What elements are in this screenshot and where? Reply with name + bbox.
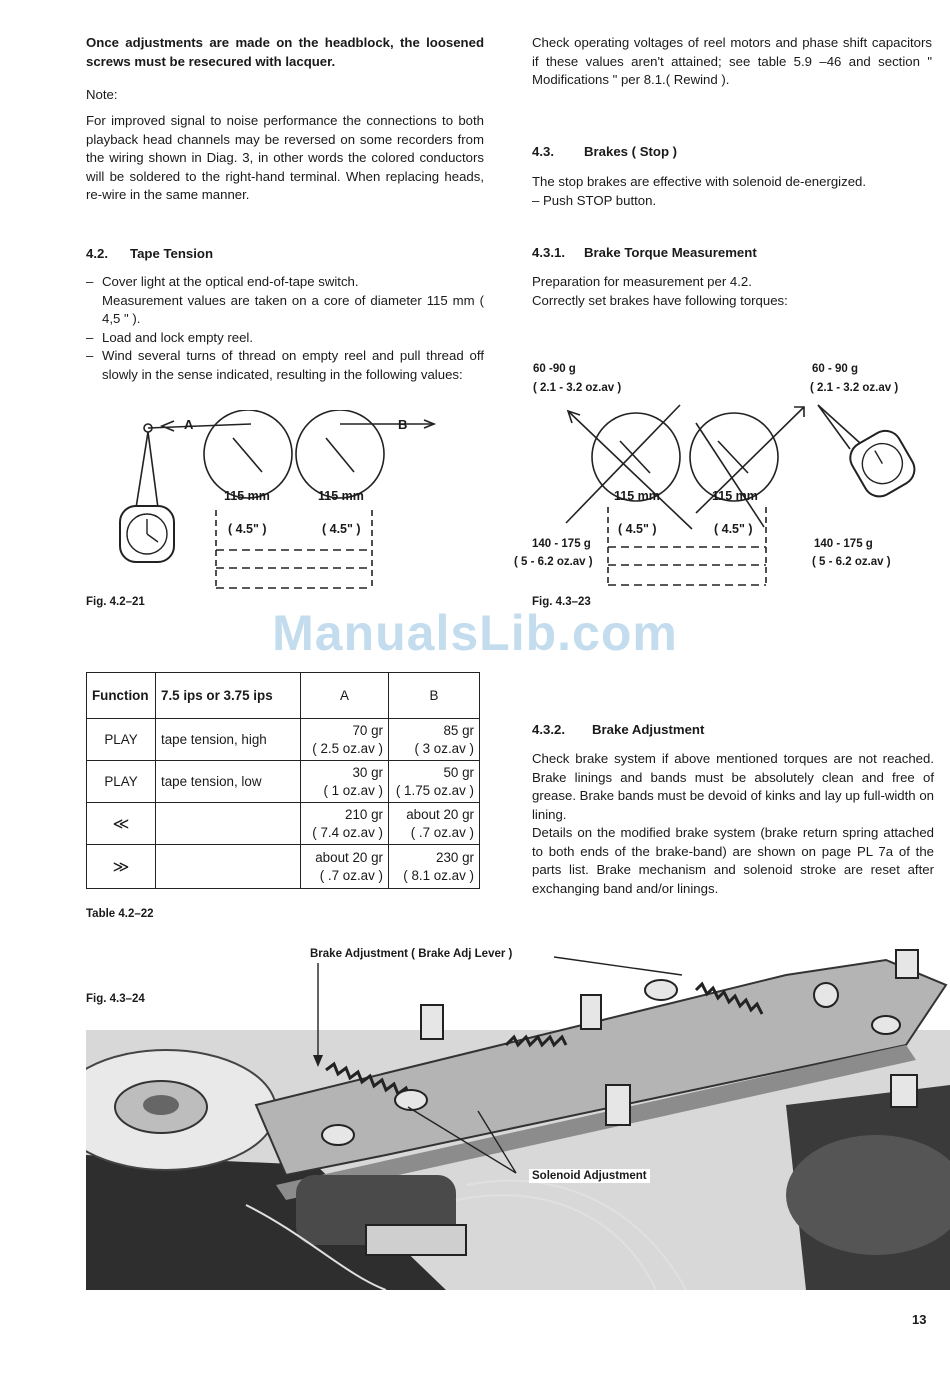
screw-4: [814, 983, 838, 1007]
section-4-2-heading: [86, 246, 213, 261]
section-4-3-2-heading: [532, 722, 704, 737]
desc-cell: [156, 803, 301, 845]
left-reel: [204, 410, 292, 498]
func-cell: PLAY: [87, 719, 156, 761]
tl-grams: 60 -90 g: [533, 363, 576, 375]
note-paragraph: For improved signal to noise performance the connections to both playback head channels may be reversed on some recorders from the wiring shown in Diag. 3, in other words the colored conductors will be soldered to the right-hand terminal. When replacing heads, re-wire in the same manner.: [86, 113, 484, 202]
list-item: [86, 347, 484, 384]
brake-adjustment-callout: Brake Adjustment ( Brake Adj Lever ): [310, 948, 513, 960]
tr-grams: 60 - 90 g: [812, 363, 859, 375]
section-number: 4.3.: [532, 144, 554, 159]
table-caption: Table 4.2–22: [86, 908, 154, 920]
func-cell: PLAY: [87, 761, 156, 803]
screw-1: [322, 1125, 354, 1145]
header-cell: 7.5 ips or 3.75 ips: [156, 673, 301, 719]
fig-4-3-24-photo: [86, 935, 950, 1290]
tape-tension-table: [86, 672, 480, 889]
watermark: ManualsLib.com: [272, 605, 678, 661]
post-1: [421, 1005, 443, 1039]
stop-push-text: – Push STOP button.: [532, 192, 657, 208]
note-label: Note:: [86, 87, 118, 102]
intro-paragraph: Once adjustments are made on the headblock, the loosened screws must be resecured with lacquer.: [86, 35, 484, 69]
post-4: [891, 1075, 917, 1107]
tape-tension-list: [86, 273, 484, 384]
screw-2: [395, 1090, 427, 1110]
br-grams: 140 - 175 g: [814, 538, 873, 550]
table-row: [87, 803, 480, 845]
section-title: Brakes ( Stop ): [584, 144, 678, 159]
value-b-cell: about 20 gr ( .7 oz.av ): [389, 803, 480, 845]
list-item: [86, 292, 484, 329]
dim-right-inch: ( 4.5" ): [714, 522, 753, 536]
arrow-left: [162, 421, 174, 431]
dim-arrow-left: [233, 438, 262, 472]
value-a-cell: 70 gr ( 2.5 oz.av ): [301, 719, 389, 761]
bl-grams: 140 - 175 g: [532, 538, 591, 550]
check-voltages-paragraph: Check operating voltages of reel motors and phase shift capacitors if these values aren't attained; see table 5.9 –46 and section " Modifications " per 8.1.( Rewind ).: [532, 35, 932, 87]
table-row: [87, 719, 480, 761]
section-title: Brake Adjustment: [592, 722, 705, 737]
callout-line-brake-right: [554, 957, 682, 975]
list-item-text: Wind several turns of thread on empty reel and pull thread off slowly in the sense indicated, resulting in the following values:: [102, 348, 484, 382]
dim-arrow-right: [718, 441, 748, 473]
section-title: Brake Torque Measurement: [584, 245, 757, 260]
thread-tl-br: [568, 411, 692, 529]
dim-right-mm: 115 mm: [318, 489, 364, 503]
post-2: [581, 995, 601, 1029]
screw-3: [645, 980, 677, 1000]
header-cell: B: [389, 673, 480, 719]
header-cell: Function: [87, 673, 156, 719]
section-title: Tape Tension: [130, 246, 214, 261]
spring-scale: [120, 506, 174, 562]
value-b-cell: 230 gr ( 8.1 oz.av ): [389, 845, 480, 889]
list-item: [86, 329, 484, 348]
dim-left-mm: 115 mm: [614, 489, 660, 503]
label-a: A: [184, 417, 194, 432]
scale-string-b: [818, 405, 850, 449]
header-cell: A: [301, 673, 389, 719]
scale-string-b: [148, 432, 158, 508]
list-item-text: Cover light at the optical end-of-tape switch.: [102, 274, 359, 289]
fig-4-3-23-caption: Fig. 4.3–23: [532, 596, 591, 608]
stop-brakes-paragraph: [532, 173, 932, 210]
bullet: –: [86, 329, 94, 345]
section-4-3-heading: [532, 144, 677, 159]
scale-string: [818, 405, 860, 443]
desc-cell: tape tension, low: [156, 761, 301, 803]
section-4-3-1-heading: [532, 245, 757, 260]
value-b-cell: 50 gr ( 1.75 oz.av ): [389, 761, 480, 803]
bl-ounces: ( 5 - 6.2 oz.av ): [514, 556, 593, 568]
stop-text: The stop brakes are effective with solenoid de-energized.: [532, 174, 867, 189]
solenoid-adjustment-callout: Solenoid Adjustment: [529, 1169, 650, 1183]
preparation-paragraph: [532, 273, 932, 310]
list-item-text: Measurement values are taken on a core of diameter 115 mm ( 4,5 " ).: [102, 292, 484, 326]
br-ounces: ( 5 - 6.2 oz.av ): [812, 556, 891, 568]
prep-line-1: Preparation for measurement per 4.2.: [532, 274, 752, 289]
desc-cell: [156, 845, 301, 889]
dim-right-inch: ( 4.5" ): [322, 522, 361, 536]
value-a-cell: 30 gr ( 1 oz.av ): [301, 761, 389, 803]
section-number: 4.3.2.: [532, 722, 565, 737]
dim-right-mm: 115 mm: [712, 489, 758, 503]
dim-left-inch: ( 4.5" ): [618, 522, 657, 536]
fig-4-2-21-caption: Fig. 4.2–21: [86, 596, 145, 608]
post-5: [896, 950, 918, 978]
post-3: [606, 1085, 630, 1125]
spring-scale: [844, 425, 920, 502]
scale-string-a: [136, 432, 148, 508]
thread-right-down: [696, 423, 764, 527]
terminal-strip: [366, 1225, 466, 1255]
fig-4-2-21-diagram: [86, 410, 486, 610]
table-row: [87, 845, 480, 889]
desc-cell: tape tension, high: [156, 719, 301, 761]
brake-adjustment-paragraph: Check brake system if above mentioned torques are not reached. Brake linings and bands must be absolutely clean and free of grease. Brake bands must be devoid of kinks and lay up full-width on lining.: [532, 751, 934, 822]
dim-left-mm: 115 mm: [224, 489, 270, 503]
dim-arrow-right: [326, 438, 354, 472]
fig-4-3-24-caption: Fig. 4.3–24: [86, 993, 145, 1005]
screw-5: [872, 1016, 900, 1034]
list-item-text: Load and lock empty reel.: [102, 329, 254, 345]
prep-line-2: Correctly set brakes have following torques:: [532, 292, 788, 308]
dim-left-inch: ( 4.5" ): [228, 522, 267, 536]
table-header-row: [87, 673, 480, 719]
table-row: [87, 761, 480, 803]
hub-center: [143, 1095, 179, 1115]
label-b: B: [398, 417, 408, 432]
value-a-cell: 210 gr ( 7.4 oz.av ): [301, 803, 389, 845]
bullet: –: [86, 274, 94, 289]
thread-tr-bl: [566, 405, 680, 523]
list-item: [86, 273, 484, 292]
tr-ounces: ( 2.1 - 3.2 oz.av ): [810, 382, 899, 394]
func-cell: ≫: [87, 845, 156, 889]
func-cell: ≪: [87, 803, 156, 845]
brake-details-paragraph: Details on the modified brake system (brake return spring attached to both ends of the brake-band) are shown on page PL 7a of the parts list. Brake mechanism and solenoid stroke are reset after exchanging band and/or linings.: [532, 825, 934, 896]
value-b-cell: 85 gr ( 3 oz.av ): [389, 719, 480, 761]
tl-ounces: ( 2.1 - 3.2 oz.av ): [533, 382, 622, 394]
bullet: –: [86, 348, 94, 363]
section-number: 4.3.1.: [532, 245, 565, 260]
value-a-cell: about 20 gr ( .7 oz.av ): [301, 845, 389, 889]
dim-arrow-left: [620, 441, 650, 473]
section-number: 4.2.: [86, 246, 108, 261]
page-number: 13: [912, 1312, 927, 1327]
